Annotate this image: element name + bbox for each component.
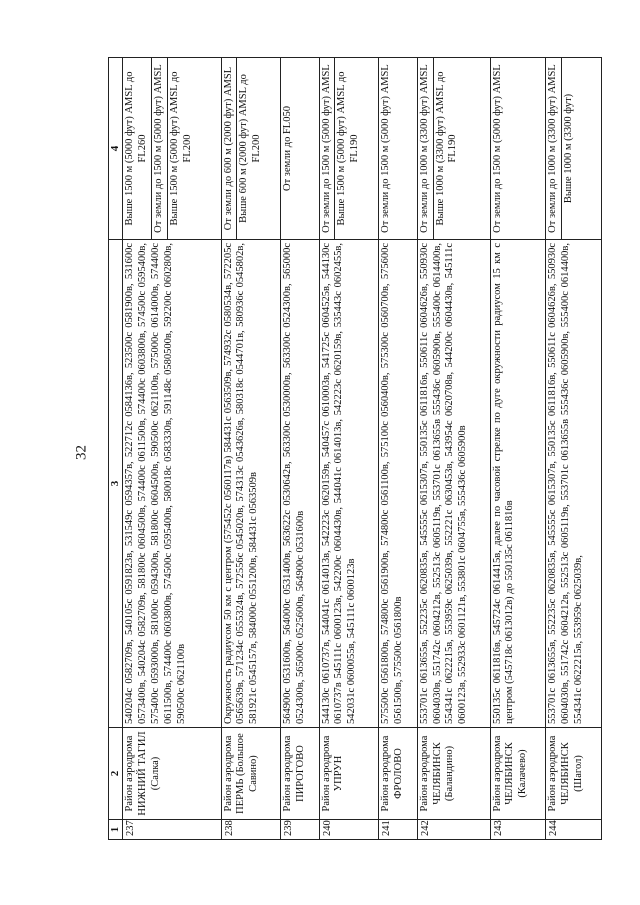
table-row <box>221 58 281 840</box>
page-number: 32 <box>73 445 90 460</box>
aerodrome-name: Район аэродрома ЧЕЛЯБИНСК (Калачево) <box>490 728 546 820</box>
vertical-limits <box>490 58 546 240</box>
vertical-limit: Выше 1500 м (5000 фут) AMSL до FL200 <box>167 58 196 239</box>
table-row <box>490 58 546 840</box>
vertical-limit: От земли до 1000 м (3300 фут) AMSL <box>547 64 559 233</box>
header-col-3: 3 <box>109 240 123 728</box>
boundary-coordinates: 575500с 0561800в, 574800с 0561900в, 574800с 0561100в, 575100с 0560400в, 575300с 0560700в, 575600с 0561500в, 575500с 0561800в <box>379 240 417 728</box>
boundary-coordinates: 540204с 0582709в, 540105с 0591823в, 531549с 0594357в, 522712с 0584136в, 523500с 0581900в, 531600с 0573400в, 540204с 0582709в, 581800с 0604500в, 574400с 0611500в, 574400с 0603800в, 574500с 0595400в, 575400с 0593000в, 581000с 0594300в, 581800с 0604500в, 590500с 0621100в, 575000с 0614000в, 574400с 0611500в, 574400с 0603800в, 574500с 0595400в, 580018с 0583330в, 591148с 0580500в, 592200с 0602800в, 590500с 0621100в <box>123 240 221 728</box>
aerodrome-name: Район аэродрома ПЕРМЬ (Большое Савино) <box>221 728 281 820</box>
vertical-limit: Выше 600 м (2000 фут) AMSL до FL200 <box>236 58 265 239</box>
table-row <box>379 58 417 840</box>
vertical-limit: Выше 1500 м (5000 фут) AMSL до FL190 <box>334 58 363 239</box>
row-number: 243 <box>490 820 546 840</box>
vertical-limit: От земли до 1500 м (5000 фут) AMSL <box>491 64 503 233</box>
vertical-limits <box>123 58 221 240</box>
vertical-limit: От земли до FL050 <box>282 106 294 191</box>
vertical-limit: От земли до 1500 м (5000 фут) AMSL <box>151 58 167 239</box>
aerodrome-name: Район аэродрома НИЖНИЙ ТАГИЛ (Салка) <box>123 728 221 820</box>
row-number: 241 <box>379 820 417 840</box>
aerodrome-name: Район аэродрома УПРУН <box>319 728 379 820</box>
header-col-1: 1 <box>109 820 123 840</box>
airspace-table-container <box>108 58 602 840</box>
vertical-limits <box>417 58 490 240</box>
boundary-coordinates: 553701с 0613655в, 552235с 0620835в, 545555с 0615307в, 550135с 0611816в, 550611с 0604626в, 550930с 0604030в, 551742с 0604212в, 552513с 0605119в, 553701с 0613655в 555436с 0605900в, 555400с 0614400в, 554341с 0622215в, 553959с 0625039в, <box>546 240 602 728</box>
vertical-limits <box>281 58 319 240</box>
aerodrome-name: Район аэродрома ЧЕЛЯБИНСК (Шагол) <box>546 728 602 820</box>
boundary-coordinates: 550135с 0611816в, 545724с 0614415в, далее по часовой стрелке по дуге окружности радиусом 15 км с центром (545718с 0613012в) до 550135с 0611816в <box>490 240 546 728</box>
table-row <box>546 58 602 840</box>
vertical-limit: От земли до 1500 м (5000 фут) AMSL <box>320 64 332 233</box>
vertical-limits <box>221 58 281 240</box>
aerodrome-name: Район аэродрома ПИРОГОВО <box>281 728 319 820</box>
vertical-limits <box>319 58 379 240</box>
header-col-2: 2 <box>109 728 123 820</box>
table-row <box>123 58 221 840</box>
row-number: 244 <box>546 820 602 840</box>
row-number: 237 <box>123 820 221 840</box>
row-number: 240 <box>319 820 379 840</box>
vertical-limit: Выше 1500 м (5000 фут) AMSL до FL260 <box>124 71 149 226</box>
table-row <box>319 58 379 840</box>
boundary-coordinates: 544130с 0610737в, 544041с 0614013в, 542223с 0620159в, 540457с 0610003в, 541725с 0604525в, 544130с 0610737в 545111с 0600123в, 542200с 0604430в, 544041с 0614013в, 542223с 0620159в, 535443с 0602455в, 542031с 0600055в, 545111с 0600123в <box>319 240 379 728</box>
vertical-limit: От земли до 1000 м (3300 фут) AMSL <box>418 64 430 233</box>
rotated-page <box>108 58 602 840</box>
vertical-limits <box>546 58 602 240</box>
vertical-limit: Выше 1000 м (3300 фут) <box>561 58 577 239</box>
vertical-limit: От земли до 1500 м (5000 фут) AMSL <box>380 64 392 233</box>
boundary-coordinates: 553701с 0613655в, 552235с 0620835в, 545555с 0615307в, 550135с 0611816в, 550611с 0604626в, 550930с 0604030в, 551742с 0604212в, 552513с 0605119в, 553701с 0613655в 555436с 0605900в, 555400с 0614400в, 554341с 0622215в, 553959с 0625039в, 552221с 0630453в, 543954с 0620708в, 544200с 0604430в, 545111с 0600123в, 552933с 0601121в, 553801с 0604755в, 555436с 0605900в <box>417 240 490 728</box>
aerodrome-name: Район аэродрома ЧЕЛЯБИНСК (Баландино) <box>417 728 490 820</box>
vertical-limit: Выше 1000 м (3300 фут) AMSL до FL190 <box>433 58 462 239</box>
table-row <box>417 58 490 840</box>
aerodrome-name: Район аэродрома ФРОЛОВО <box>379 728 417 820</box>
boundary-coordinates: Окружность радиусом 50 км с центром (575452с 0560117в) 584431с 0563509в, 574932с 0580534в, 572205с 0565639в, 571234с 0555324в, 572556с 0545020в, 574313с 0543626в, 580318с 0544701в, 580936с 0545802в, 581921с 0545157в, 584000с 0551200в, 584431с 0563509в <box>221 240 281 728</box>
row-number: 238 <box>221 820 281 840</box>
boundary-coordinates: 564900с 0531600в, 564000с 0531400в, 563622с 0530642в, 563300с 0530000в, 563300с 0524300в, 565000с 0524300в, 565000с 0525600в, 564900с 0531600в <box>281 240 319 728</box>
vertical-limit: От земли до 600 м (2000 фут) AMSL <box>222 66 234 231</box>
header-col-4: 4 <box>109 58 123 240</box>
airspace-table <box>108 57 602 840</box>
row-number: 239 <box>281 820 319 840</box>
table-row <box>281 58 319 840</box>
vertical-limits <box>379 58 417 240</box>
header-row <box>109 58 123 840</box>
row-number: 242 <box>417 820 490 840</box>
table-body <box>123 58 602 840</box>
